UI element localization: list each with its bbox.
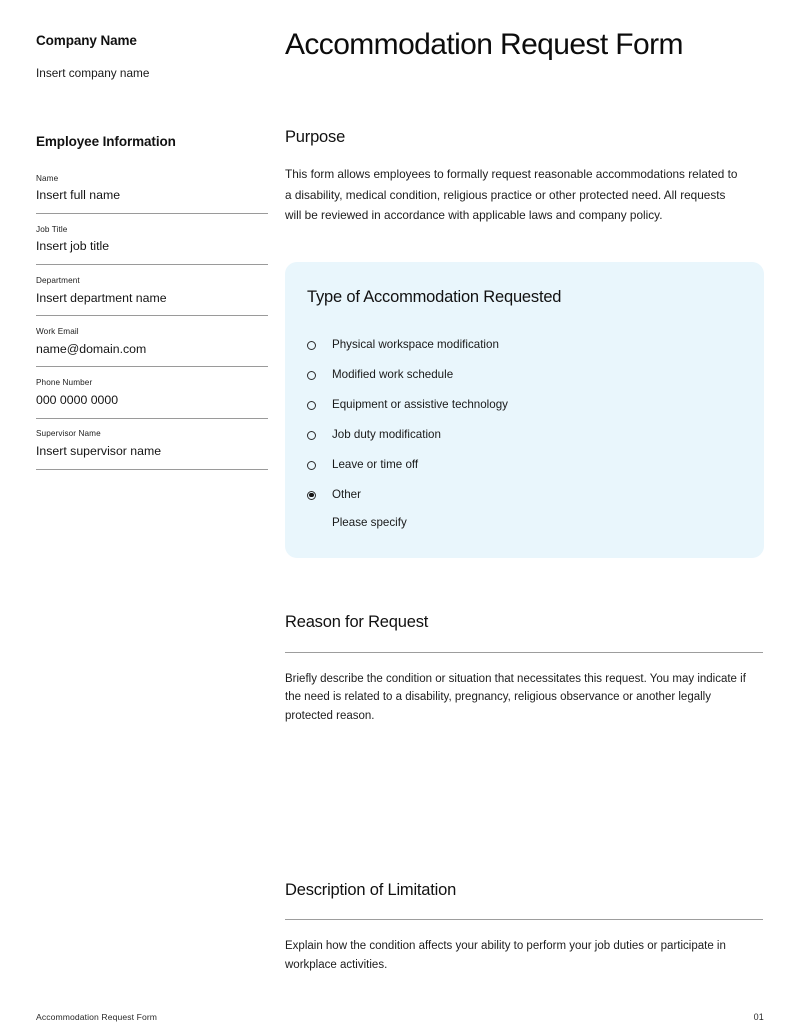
department-input[interactable]: Insert department name <box>36 291 268 317</box>
radio-option-modified-work-schedule[interactable] <box>307 360 742 390</box>
radio-option-label: Modified work schedule <box>332 368 454 382</box>
description-of-limitation-section <box>285 881 763 975</box>
radio-icon[interactable] <box>307 461 316 470</box>
footer-page-number: 01 <box>753 1012 764 1022</box>
radio-option-label: Other <box>332 488 361 502</box>
field-job-title <box>36 225 268 266</box>
name-input[interactable]: Insert full name <box>36 188 268 214</box>
description-of-limitation-heading: Description of Limitation <box>285 880 457 899</box>
accommodation-type-panel <box>285 262 764 558</box>
right-column <box>285 28 764 975</box>
field-department <box>36 276 268 317</box>
reason-for-request-body[interactable]: Briefly describe the condition or situation that necessitates this request. You may indicate if the need is related to a disability, pregnancy, religious observance or another legally protected reason. <box>285 672 746 722</box>
radio-option-label: Equipment or assistive technology <box>332 398 508 412</box>
radio-option-label: Job duty modification <box>332 428 441 442</box>
company-name-label: Company Name <box>36 33 137 48</box>
field-supervisor-name <box>36 429 268 470</box>
description-of-limitation-body[interactable]: Explain how the condition affects your ability to perform your job duties or participate in workplace activities. <box>285 940 726 972</box>
employee-information-heading: Employee Information <box>36 134 176 150</box>
field-label: Department <box>36 275 80 285</box>
field-name <box>36 174 268 215</box>
purpose-body: This form allows employees to formally request reasonable accommodations related to a disability, medical condition, religious practice or other protected need. All requests will be reviewed in accordance with applicable laws and company policy. <box>285 167 738 222</box>
radio-icon[interactable] <box>307 371 316 380</box>
reason-for-request-heading: Reason for Request <box>285 612 429 631</box>
section-divider <box>285 919 763 920</box>
field-phone-number <box>36 378 268 419</box>
radio-option-label: Leave or time off <box>332 458 419 472</box>
reason-for-request-section <box>285 613 763 726</box>
field-label: Phone Number <box>36 377 93 387</box>
page-footer <box>36 1012 764 1022</box>
other-specify-input[interactable]: Please specify <box>332 516 407 530</box>
field-work-email <box>36 327 268 368</box>
company-name-value[interactable]: Insert company name <box>36 66 150 81</box>
radio-icon[interactable] <box>307 401 316 410</box>
supervisor-name-input[interactable]: Insert supervisor name <box>36 444 268 470</box>
left-column <box>36 33 268 480</box>
purpose-section <box>285 128 764 226</box>
section-divider <box>285 652 763 653</box>
field-label: Name <box>36 173 59 183</box>
field-label: Supervisor Name <box>36 429 101 438</box>
radio-option-physical-workspace-modification[interactable] <box>307 330 742 360</box>
radio-option-equipment-or-assistive-technology[interactable] <box>307 390 742 420</box>
field-label: Work Email <box>36 326 79 336</box>
phone-number-input[interactable]: 000 0000 0000 <box>36 393 268 419</box>
field-label: Job Title <box>36 224 68 234</box>
employee-information-fields <box>36 174 268 470</box>
job-title-input[interactable]: Insert job title <box>36 239 268 265</box>
radio-option-label: Physical workspace modification <box>332 338 499 352</box>
radio-option-job-duty-modification[interactable] <box>307 420 742 450</box>
accommodation-type-heading: Type of Accommodation Requested <box>307 288 562 307</box>
work-email-input[interactable]: name@domain.com <box>36 342 268 368</box>
radio-option-leave-or-time-off[interactable] <box>307 450 742 480</box>
radio-icon-selected[interactable] <box>307 491 316 500</box>
radio-icon[interactable] <box>307 431 316 440</box>
radio-option-other[interactable] <box>307 480 742 510</box>
radio-icon[interactable] <box>307 341 316 350</box>
purpose-heading: Purpose <box>285 127 346 146</box>
page-title: Accommodation Request Form <box>285 28 683 61</box>
footer-title: Accommodation Request Form <box>36 1012 158 1022</box>
